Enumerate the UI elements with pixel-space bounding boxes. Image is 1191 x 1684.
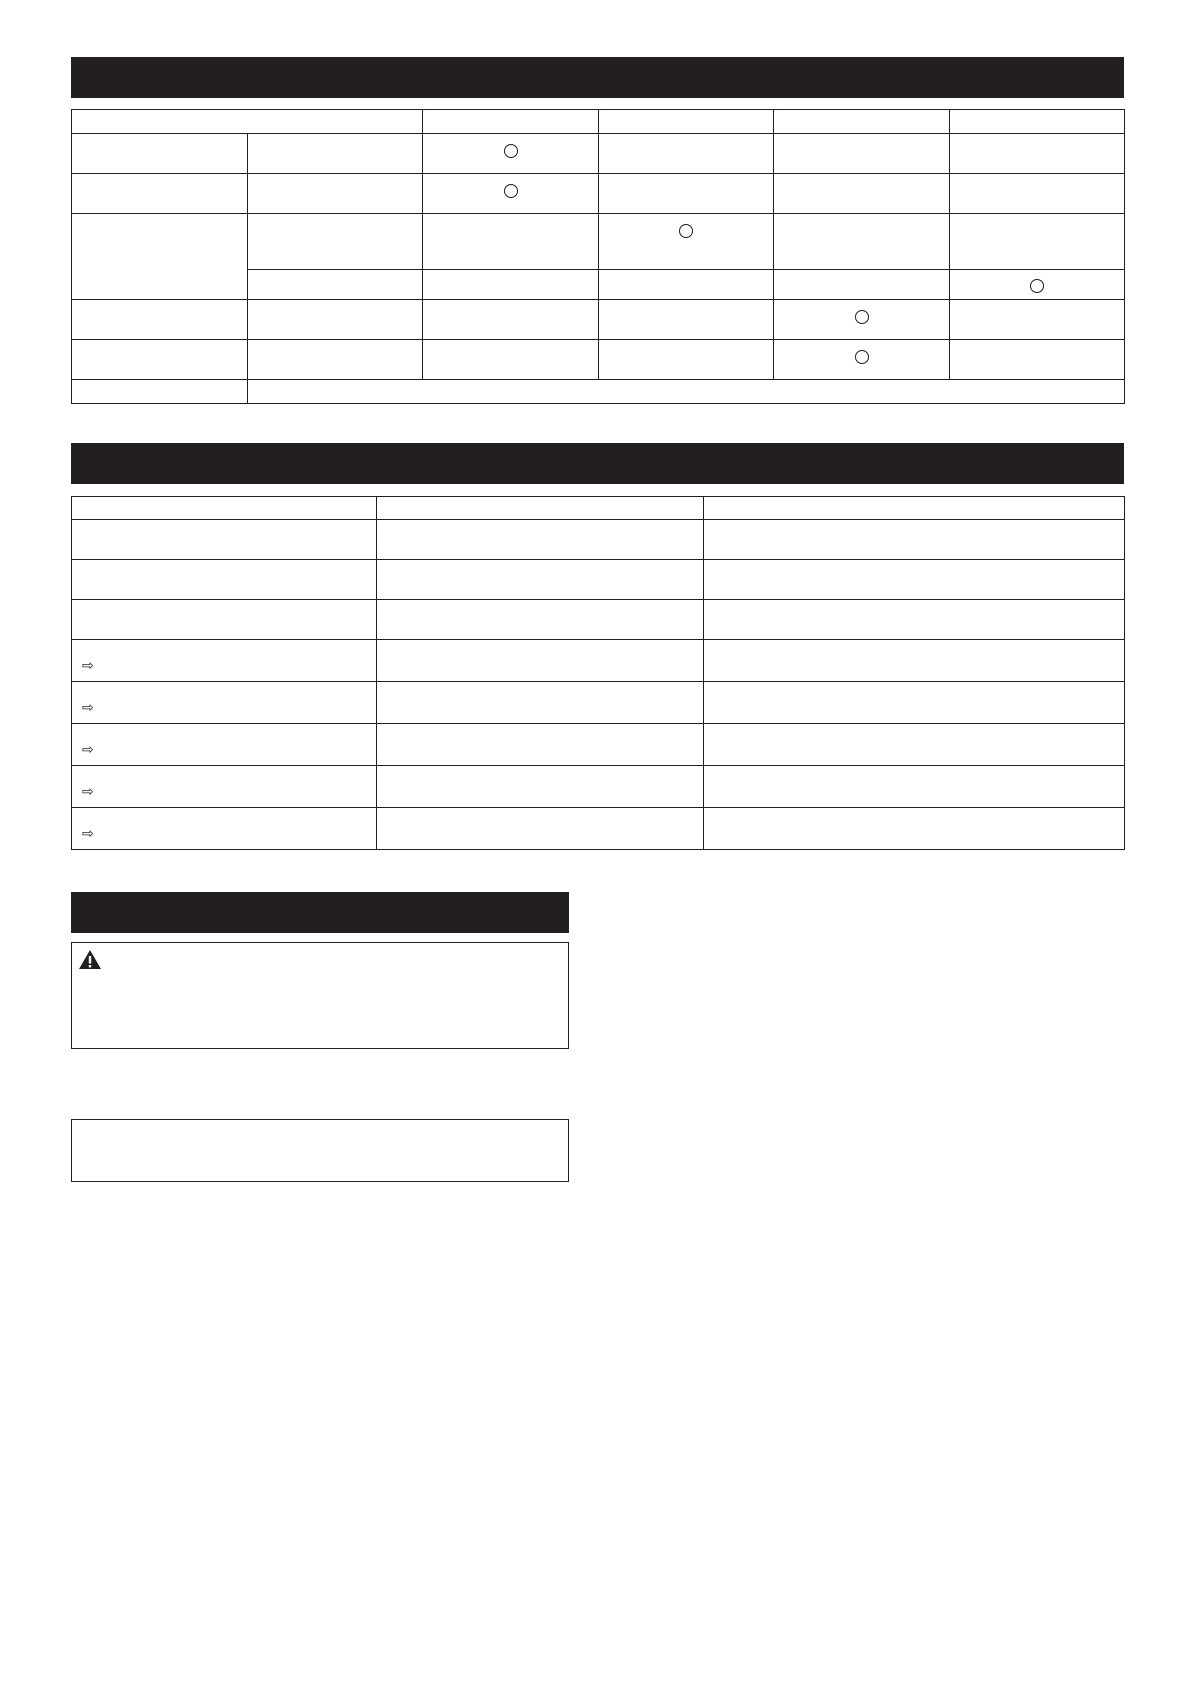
table-header-row (72, 110, 1125, 134)
table-row (72, 174, 1125, 214)
indicator-table (71, 496, 1125, 850)
header-cell (950, 110, 1125, 134)
circle-mark-icon (855, 350, 869, 364)
table-footer-row (72, 380, 1125, 404)
section-2-header (71, 443, 1124, 484)
header-cell (72, 110, 423, 134)
table-row (72, 214, 1125, 270)
table-row (72, 724, 1125, 766)
arrow-right-icon: ⇨ (82, 825, 94, 841)
circle-mark-icon (504, 144, 518, 158)
arrow-right-icon: ⇨ (82, 783, 94, 799)
header-cell (774, 110, 950, 134)
table-row (72, 640, 1125, 682)
table-row (72, 808, 1125, 850)
table-row (72, 560, 1125, 600)
arrow-right-icon: ⇨ (82, 741, 94, 757)
table-row (72, 300, 1125, 340)
table-row (72, 340, 1125, 380)
table-row (72, 766, 1125, 808)
note-box (71, 1119, 569, 1182)
table-header-row (72, 497, 1125, 520)
arrow-right-icon: ⇨ (82, 699, 94, 715)
circle-mark-icon (855, 310, 869, 324)
header-cell (599, 110, 774, 134)
table-row (72, 600, 1125, 640)
section-3-header (71, 892, 569, 933)
caution-box (71, 942, 569, 1049)
warning-triangle-icon (78, 949, 102, 970)
circle-mark-icon (679, 224, 693, 238)
circle-mark-icon (504, 184, 518, 198)
header-cell (423, 110, 599, 134)
compatibility-table (71, 109, 1125, 404)
section-1-header (71, 57, 1124, 98)
table-row (72, 134, 1125, 174)
table-row (72, 682, 1125, 724)
arrow-right-icon: ⇨ (82, 657, 94, 673)
circle-mark-icon (1030, 279, 1044, 293)
table-row (72, 520, 1125, 560)
